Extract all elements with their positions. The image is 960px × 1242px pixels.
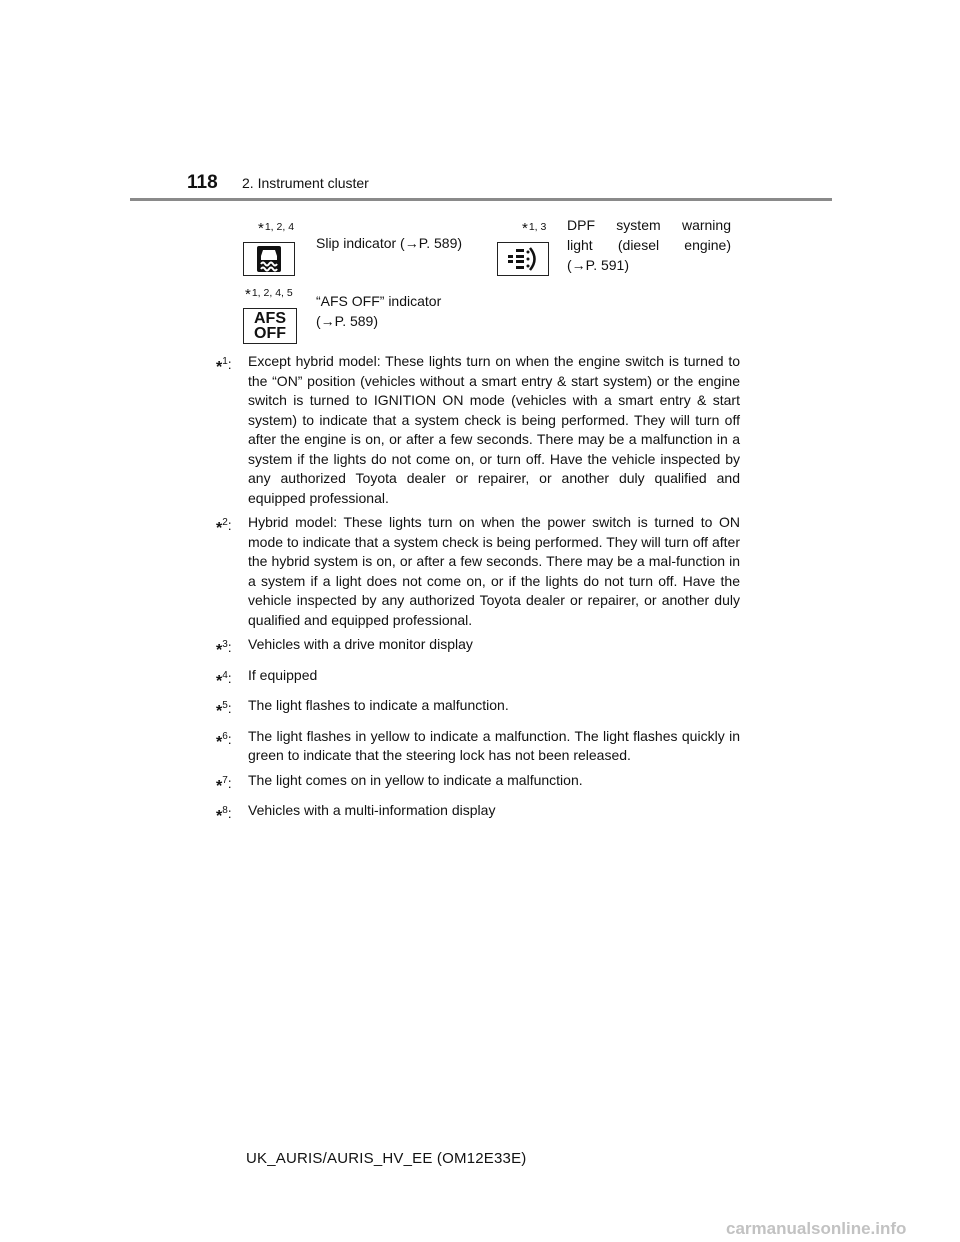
description-line: light (diesel engine) — [567, 237, 731, 253]
footnote-marker: *$^8$: — [216, 805, 232, 825]
header-rule — [130, 198, 832, 201]
description-line: “AFS OFF” indicator — [316, 293, 442, 309]
description-line: (→P. 591) — [567, 257, 629, 273]
footnote-text: The light flashes in yellow to indicate a malfunction. The light flashes quickly in green to indicate that the steering lock has not been released. — [248, 727, 740, 763]
indicator-ref-numbers: 1, 3 — [528, 221, 547, 233]
footnote-item — [216, 727, 740, 766]
slip-indicator-icon — [256, 245, 282, 273]
indicator-ref — [258, 220, 294, 237]
footnote-item — [216, 635, 740, 661]
footnote-star: * — [216, 777, 223, 795]
footnote-number: 7 — [222, 774, 228, 786]
footnote-marker: *$^3$: — [216, 639, 232, 659]
footnote-text: Except hybrid model: These lights turn on when the engine switch is turned to the “ON” position (vehicles without a smart entry & start system) or the engine switch is turned to IGNITION ON mode (vehicles with a smart entry & start system) to indicate that a system check is being performed. They will turn off after the engine is on, or after a few seconds. There may be a malfunction in a system if the lights do not come on, or turn off. Have the vehicle inspected by any authorized Toyota dealer or repairer, or another duly qualified and equipped professional. — [248, 353, 740, 506]
footnote-star: * — [258, 220, 264, 237]
footnote-star: * — [216, 642, 223, 659]
footnote-number: 4 — [222, 669, 228, 681]
footnote-text: The light flashes to indicate a malfunction. — [248, 697, 509, 713]
footnote-number: 1 — [222, 356, 228, 367]
footnote-item — [216, 513, 740, 630]
footnote-number: 3 — [222, 639, 228, 650]
footnote-text: Hybrid model: These lights turn on when the power switch is turned to ON mode to indicate that a system check is being performed. They will turn off after the hybrid system is on, or after a few seconds. There may be a mal-function in a system if a light does not come on, or if the lights do not turn off. Have the vehicle inspected by any authorized Toyota dealer or repairer, or another duly qualified and equipped professional. — [248, 514, 740, 628]
off-icon-label: OFF — [254, 325, 286, 342]
indicator-description — [567, 215, 731, 275]
footnote-star: * — [522, 220, 528, 237]
document-code-footer: UK_AURIS/AURIS_HV_EE (OM12E33E) — [246, 1150, 527, 1167]
footnote-marker: *$^7$: — [216, 774, 232, 795]
dpf-warning-icon — [506, 246, 540, 272]
footnote-star: * — [216, 703, 223, 720]
footnote-marker: *$^1$: — [216, 356, 232, 376]
footnote-marker: *$^4$: — [216, 669, 232, 690]
footnote-marker: *$^5$: — [216, 700, 232, 720]
description-line: DPF system warning — [567, 217, 731, 233]
footnote-marker: *$^2$: — [216, 517, 232, 537]
footnote-item — [216, 696, 740, 722]
indicator-ref — [245, 286, 293, 303]
afs-off-icon — [243, 308, 297, 344]
footnote-item — [216, 666, 740, 692]
footnote-item — [216, 771, 740, 797]
footnote-number: 2 — [222, 517, 228, 528]
section-title: 2. Instrument cluster — [242, 175, 369, 191]
footnote-text: Vehicles with a multi-information display — [248, 802, 496, 818]
page-number: 118 — [187, 172, 218, 193]
slip-indicator-icon — [243, 242, 295, 276]
footnote-star: * — [216, 672, 223, 690]
indicator-ref-numbers: 1, 2, 4, 5 — [251, 287, 293, 299]
footnotes — [216, 352, 740, 832]
footnote-text: If equipped — [248, 666, 318, 683]
footnote-number: 5 — [222, 700, 228, 711]
footnote-star: * — [216, 733, 223, 751]
footnote-text: The light comes on in yellow to indicate a malfunction. — [248, 771, 583, 788]
indicator-ref-numbers: 1, 2, 4 — [264, 221, 295, 233]
footnote-number: 6 — [222, 730, 228, 742]
footnote-marker: *$^6$: — [216, 730, 232, 751]
dpf-warning-icon — [497, 242, 549, 276]
watermark: carmanualsonline.info — [726, 1219, 907, 1238]
indicator-description: Slip indicator (→P. 589) — [316, 235, 463, 251]
footnote-item — [216, 352, 740, 508]
afs-icon-label: AFS — [254, 310, 286, 327]
description-line: (→P. 589) — [316, 313, 378, 329]
footnote-star: * — [216, 359, 223, 376]
footnote-item — [216, 801, 740, 827]
footnote-star: * — [216, 808, 223, 825]
footnote-star: * — [245, 286, 251, 303]
footnote-star: * — [216, 520, 223, 537]
indicator-ref — [522, 220, 546, 237]
footnote-number: 8 — [222, 805, 228, 816]
indicator-description — [316, 291, 441, 331]
footnote-text: Vehicles with a drive monitor display — [248, 636, 473, 652]
